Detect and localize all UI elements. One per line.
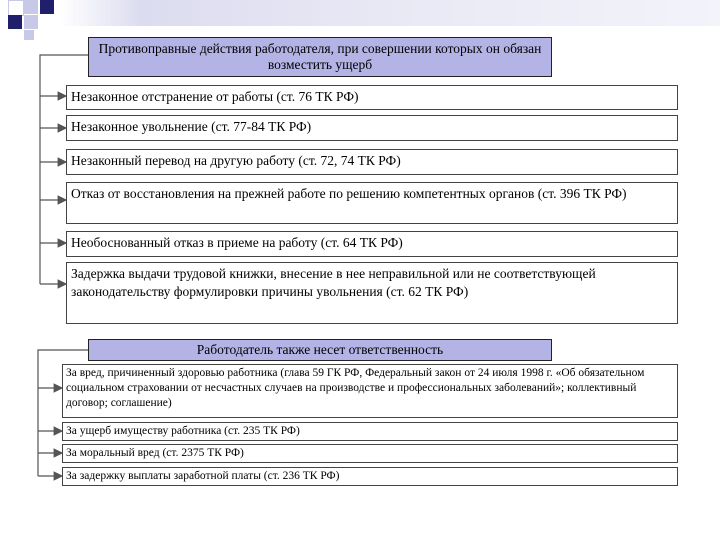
liability-item-3: [62, 444, 678, 463]
secondary-header-box: [88, 339, 552, 361]
liability-item-1: [62, 364, 678, 418]
violation-item-text: Отказ от восстановления на прежней работе по решению компетентных органов (ст. 396 ТК РФ): [71, 186, 627, 201]
violation-item-text: Незаконное отстранение от работы (ст. 76 ТК РФ): [71, 89, 359, 104]
main-header-text: Противоправные действия работодателя, при совершении которых он обязан возместить ущерб: [98, 41, 542, 72]
liability-item-4: [62, 467, 678, 486]
violation-item-3: [66, 149, 678, 175]
liability-item-text: За моральный вред (ст. 2375 ТК РФ): [66, 447, 244, 459]
violation-item-text: Незаконное увольнение (ст. 77-84 ТК РФ): [71, 119, 312, 134]
liability-item-text: За задержку выплаты заработной платы (ст. 236 ТК РФ): [66, 470, 340, 482]
violation-item-text: Незаконный перевод на другую работу (ст. 72, 74 ТК РФ): [71, 153, 401, 168]
main-header-box: [88, 37, 552, 77]
violation-item-1: [66, 85, 678, 110]
liability-item-2: [62, 422, 678, 441]
liability-item-text: За вред, причиненный здоровью работника (глава 59 ГК РФ, Федеральный закон от 24 июля 1998 г. «Об обязательном социальном страховании от несчастных случаев на производстве и профессиональных заболеваний»; коллективный договор; соглашение): [66, 367, 645, 409]
violation-item-6: [66, 262, 678, 324]
violation-item-text: Задержка выдачи трудовой книжки, внесение в нее неправильной или не соответствующей законодательству формулировки причины увольнения (ст. 62 ТК РФ): [71, 266, 596, 299]
secondary-header-text: Работодатель также несет ответственность: [196, 342, 444, 357]
violation-item-4: [66, 182, 678, 224]
violation-item-text: Необоснованный отказ в приеме на работу (ст. 64 ТК РФ): [71, 235, 403, 250]
violation-item-2: [66, 115, 678, 141]
liability-item-text: За ущерб имуществу работника (ст. 235 ТК РФ): [66, 425, 300, 437]
violation-item-5: [66, 231, 678, 257]
